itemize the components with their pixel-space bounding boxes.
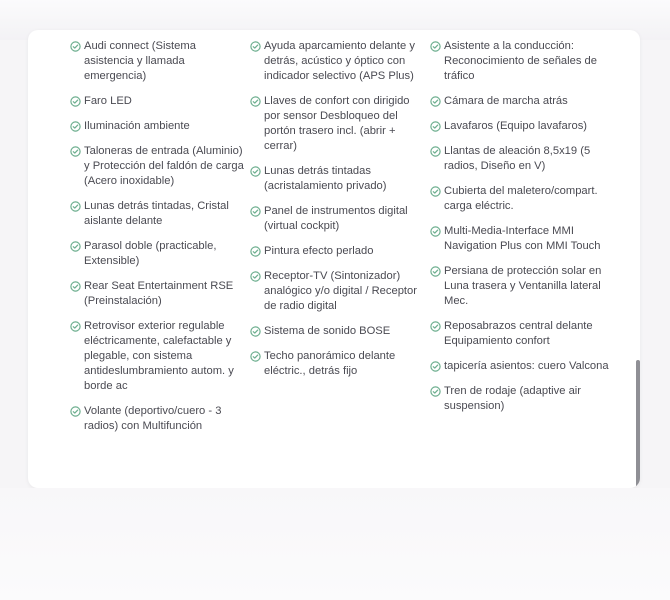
equipment-item bbox=[250, 94, 430, 154]
check-circle-icon bbox=[70, 281, 81, 292]
equipment-item-label: Pintura efecto perlado bbox=[264, 245, 374, 257]
equipment-item bbox=[70, 319, 250, 394]
check-circle-icon bbox=[70, 121, 81, 132]
check-circle-icon bbox=[250, 351, 261, 362]
check-circle-icon bbox=[70, 96, 81, 107]
scrollbar-thumb[interactable] bbox=[636, 360, 640, 488]
equipment-item-label: Receptor-TV (Sintonizador) analógico y/o digital / Receptor de radio digital bbox=[264, 270, 417, 312]
equipment-columns bbox=[70, 39, 630, 444]
equipment-item bbox=[70, 199, 250, 229]
equipment-item-label: Tren de rodaje (adaptive air suspension) bbox=[444, 385, 582, 412]
equipment-item-label: Cubierta del maletero/compart. carga eléctric. bbox=[444, 185, 598, 212]
equipment-list bbox=[430, 39, 620, 414]
check-circle-icon bbox=[250, 41, 261, 52]
equipment-item bbox=[430, 264, 620, 309]
check-circle-icon bbox=[430, 96, 441, 107]
equipment-item bbox=[70, 239, 250, 269]
check-circle-icon bbox=[430, 41, 441, 52]
equipment-item-label: Llaves de confort con dirigido por sensor Desbloqueo del portón trasero incl. (abrir + cerrar) bbox=[264, 95, 410, 152]
check-circle-icon bbox=[430, 321, 441, 332]
check-circle-icon bbox=[250, 326, 261, 337]
check-circle-icon bbox=[70, 321, 81, 332]
check-circle-icon bbox=[250, 96, 261, 107]
check-circle-icon bbox=[250, 271, 261, 282]
equipment-item-label: Sistema de sonido BOSE bbox=[264, 325, 391, 337]
equipment-column-2 bbox=[250, 39, 430, 444]
check-circle-icon bbox=[70, 201, 81, 212]
equipment-item bbox=[430, 224, 620, 254]
equipment-item bbox=[430, 144, 620, 174]
equipment-item bbox=[430, 119, 620, 134]
equipment-item-label: Panel de instrumentos digital (virtual cockpit) bbox=[264, 205, 408, 232]
page-bottom-background bbox=[0, 488, 670, 600]
check-circle-icon bbox=[70, 241, 81, 252]
equipment-item bbox=[250, 244, 430, 259]
equipment-item bbox=[430, 359, 620, 374]
equipment-item bbox=[250, 204, 430, 234]
equipment-item-label: Ayuda aparcamiento delante y detrás, acústico y óptico con indicador selectivo (APS Plus) bbox=[264, 40, 415, 82]
equipment-item-label: Audi connect (Sistema asistencia y llamada emergencia) bbox=[84, 40, 196, 82]
equipment-item bbox=[70, 39, 250, 84]
equipment-item bbox=[70, 94, 250, 109]
equipment-item-label: Techo panorámico delante eléctric., detrás fijo bbox=[264, 350, 396, 377]
equipment-list bbox=[70, 39, 250, 434]
equipment-item bbox=[70, 144, 250, 189]
equipment-list bbox=[250, 39, 430, 379]
equipment-item bbox=[250, 324, 430, 339]
equipment-item-label: Faro LED bbox=[84, 95, 132, 107]
equipment-item-label: Reposabrazos central delante Equipamiento confort bbox=[444, 320, 593, 347]
equipment-item bbox=[430, 184, 620, 214]
check-circle-icon bbox=[250, 246, 261, 257]
equipment-item bbox=[250, 164, 430, 194]
check-circle-icon bbox=[70, 406, 81, 417]
equipment-item-label: Rear Seat Entertainment RSE (Preinstalación) bbox=[84, 280, 234, 307]
equipment-item-label: Persiana de protección solar en Luna trasera y Ventanilla lateral Mec. bbox=[444, 265, 602, 307]
check-circle-icon bbox=[430, 386, 441, 397]
equipment-item bbox=[70, 404, 250, 434]
check-circle-icon bbox=[430, 121, 441, 132]
equipment-item bbox=[430, 319, 620, 349]
check-circle-icon bbox=[430, 226, 441, 237]
check-circle-icon bbox=[430, 186, 441, 197]
equipment-card bbox=[28, 30, 640, 488]
equipment-item-label: Volante (deportivo/cuero - 3 radios) con Multifunción bbox=[84, 405, 222, 432]
equipment-item-label: Retrovisor exterior regulable eléctricamente, calefactable y plegable, con sistema antideslumbramiento autom. y borde ac bbox=[84, 320, 234, 392]
equipment-column-1 bbox=[70, 39, 250, 444]
equipment-item-label: Iluminación ambiente bbox=[84, 120, 190, 132]
equipment-item bbox=[430, 39, 620, 84]
equipment-item-label: Lavafaros (Equipo lavafaros) bbox=[444, 120, 588, 132]
equipment-item bbox=[70, 119, 250, 134]
equipment-item-label: Lunas detrás tintadas (acristalamiento privado) bbox=[264, 165, 387, 192]
check-circle-icon bbox=[430, 361, 441, 372]
equipment-item-label: Asistente a la conducción: Reconocimiento de señales de tráfico bbox=[444, 40, 597, 82]
equipment-column-3 bbox=[430, 39, 620, 444]
equipment-item-label: Lunas detrás tintadas, Cristal aislante delante bbox=[84, 200, 229, 227]
check-circle-icon bbox=[70, 41, 81, 52]
equipment-item bbox=[70, 279, 250, 309]
equipment-item-label: Llantas de aleación 8,5x19 (5 radios, Diseño en V) bbox=[444, 145, 591, 172]
equipment-item bbox=[250, 39, 430, 84]
check-circle-icon bbox=[430, 146, 441, 157]
check-circle-icon bbox=[250, 166, 261, 177]
equipment-item-label: tapicería asientos: cuero Valcona bbox=[444, 360, 609, 372]
equipment-item bbox=[250, 349, 430, 379]
equipment-item-label: Cámara de marcha atrás bbox=[444, 95, 568, 107]
equipment-item bbox=[250, 269, 430, 314]
scrollbar-track[interactable] bbox=[634, 30, 640, 488]
check-circle-icon bbox=[70, 146, 81, 157]
equipment-item-label: Multi-Media-Interface MMI Navigation Plus con MMI Touch bbox=[444, 225, 601, 252]
check-circle-icon bbox=[250, 206, 261, 217]
equipment-item bbox=[430, 94, 620, 109]
equipment-item bbox=[430, 384, 620, 414]
equipment-item-label: Parasol doble (practicable, Extensible) bbox=[84, 240, 217, 267]
equipment-item-label: Taloneras de entrada (Aluminio) y Protección del faldón de carga (Acero inoxidable) bbox=[84, 145, 244, 187]
check-circle-icon bbox=[430, 266, 441, 277]
